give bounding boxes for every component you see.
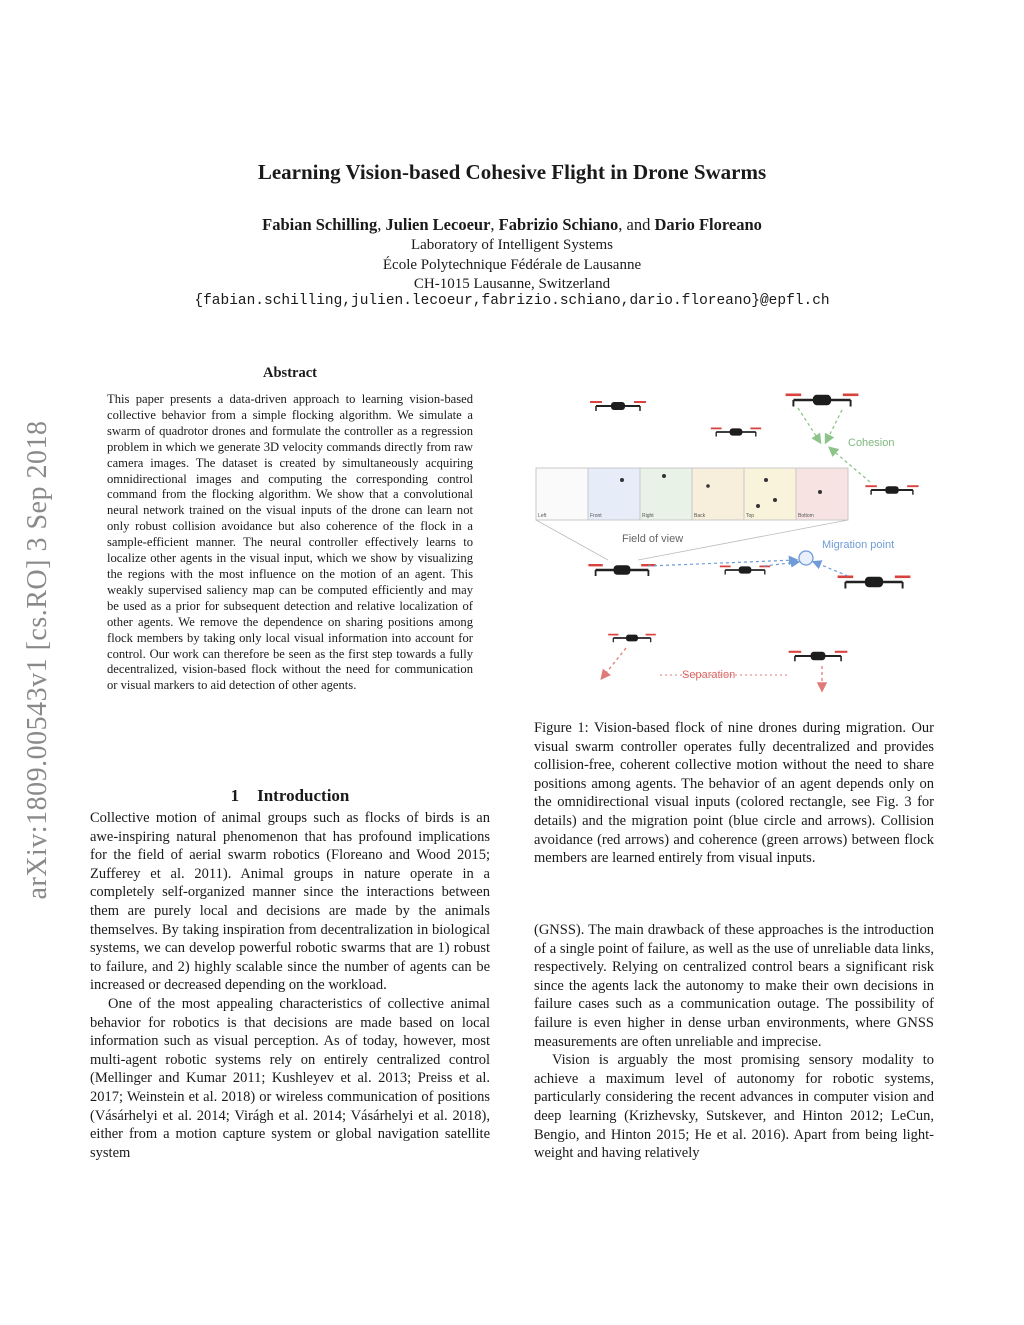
- view-label: Front: [590, 513, 602, 519]
- drone-icon: [838, 577, 911, 589]
- figure-1-illustration: [530, 380, 940, 700]
- abstract-text: This paper presents a data-driven approach to learning vision-based collective behavior from a simple flocking algorithm. We simulate a swarm of quadrotor drones and formulate the controller as a regression problem in which we generate 3D velocity commands directly from raw camera images. The dataset is created by simultaneously acquiring omnidirectional images and computing the corresponding control command from the flocking algorithm. We show that a convolutional neural network trained on the visual inputs of the drone can learn not only robust collision avoidance but also coherence of the flock in a sample-efficient manner. The neural controller effectively learns to localize other agents in the visual input, which we show by visualizing the regions with the most influence on the motion of an agent. This weakly supervised saliency map can be computed efficiently and may be used as a prior for subsequent detection and relative localization of other agents. We remove the dependence on sharing positions among flock members by taking only local visual information into account for control. Our work can therefore be seen as the first step towards a fully decentralized, vision-based flock without the need for communication or visual markers to aid detection of other agents.: [107, 392, 473, 693]
- author-name: Dario Floreano: [654, 215, 762, 234]
- view-label: Bottom: [798, 513, 814, 519]
- migration-point-label: Migration point: [822, 539, 895, 551]
- figure-1: [530, 380, 940, 700]
- author-emails: {fabian.schilling,julien.lecoeur,fabrizio.schiano,dario.floreano}@epfl.ch: [194, 293, 830, 309]
- view-label: Right: [642, 513, 654, 519]
- drone-icon: [588, 565, 655, 576]
- drone-icon: [789, 652, 848, 661]
- paragraph: Vision is arguably the most promising sensory modality to achieve a maximum level of autonomy for robotic systems, particularly considering the recent advances in computer vision and deep learning (Krizhevsky, Sutskever, and Hinton 2012; LeCun, Bengio, and Hinton 2015; He et al. 2016). Apart from being light-weight and having relatively: [534, 1052, 934, 1162]
- view-label: Top: [746, 513, 755, 519]
- paper-title: Learning Vision-based Cohesive Flight in Drone Swarms: [257, 160, 767, 184]
- drone-icon: [711, 428, 761, 436]
- author-name: Fabian Schilling: [262, 215, 378, 234]
- section-number: 1: [230, 786, 240, 805]
- section-heading: [90, 786, 490, 806]
- view-label: Back: [694, 513, 706, 519]
- author-name: Julien Lecoeur: [385, 215, 491, 234]
- drone-icon: [590, 402, 646, 411]
- cohesion-label: Cohesion: [848, 437, 895, 449]
- author-conjunction: and: [626, 215, 651, 234]
- figure-1-caption: Figure 1: Vision-based flock of nine drones during migration. Our visual swarm controller operates fully decentralized and provides collision-free, coherent collective motion without the need to share positions among agents. The behavior of an agent depends only on the omnidirectional visual inputs (colored rectangle, see Fig. 3 for details) and the migration point (blue circle and arrows). Collision avoidance (red arrows) and coherence (green arrows) between flock members are learned entirely from visual inputs.: [534, 720, 934, 867]
- drone-icon: [865, 486, 918, 495]
- drone-icon: [786, 395, 859, 407]
- author-list: Fabian Schilling, Julien Lecoeur, Fabrizio Schiano, and Dario Floreano: [262, 215, 762, 234]
- view-label: Left: [538, 513, 547, 519]
- affiliation-lab: Laboratory of Intelligent Systems: [410, 237, 614, 253]
- migration-point-marker: [799, 551, 813, 565]
- drone-icon: [608, 635, 656, 643]
- separation-label: Separation: [682, 669, 736, 681]
- arxiv-stamp-text: arXiv:1809.00543v1 [cs.RO] 3 Sep 2018: [22, 420, 53, 900]
- section-title: Introduction: [257, 786, 350, 805]
- affiliation-school: École Polytechnique Fédérale de Lausanne: [382, 257, 642, 273]
- paragraph: (GNSS). The main drawback of these approaches is the introduction of a single point of failure, as well as the use of unreliable data links, respectively. Relying on centralized control bears a significant risk since the agents lack the autonomy to make their own decisions in failure cases such as a communication outage. The possibility of failure is even higher in dense urban environments, where GNSS measurements are often unreliable and imprecise.: [534, 922, 934, 1050]
- left-column-body: [90, 809, 490, 1162]
- arxiv-stamp: [18, 360, 58, 960]
- affiliation-address: CH-1015 Lausanne, Switzerland: [413, 276, 611, 292]
- paragraph: Collective motion of animal groups such as flocks of birds is an awe-inspiring natural phenomenon that has profound implications for the field of aerial swarm robotics (Floreano and Wood 2015; Zufferey et al. 2011). Animal groups in nature operate in a completely self-organized manner since the interactions between them are purely local and decisions are made by the animals themselves. By taking inspiration from decentralization in biological systems, we can develop powerful robotic swarms that are 1) robust to failure, and 2) highly scalable since the number of agents can be increased or decreased depending on the workload.: [90, 810, 490, 994]
- abstract-heading: Abstract: [263, 365, 317, 381]
- right-column-body: [534, 921, 934, 1163]
- field-of-view-label: Field of view: [622, 533, 684, 545]
- paragraph: One of the most appealing characteristics of collective animal behavior for robotics is that decisions are made based on local information such as visual perception. As of today, however, most multi-agent robotic systems rely on entirely centralized control (Mellinger and Kumar 2011; Kushleyev et al. 2013; Preiss et al. 2017; Weinstein et al. 2018) or wireless communication of positions (Vásárhelyi et al. 2014; Virágh et al. 2014; Vásárhelyi et al. 2018), either from a motion capture system or global navigation satellite system: [90, 995, 490, 1161]
- author-name: Fabrizio Schiano: [498, 215, 619, 234]
- drone-icon: [720, 566, 770, 574]
